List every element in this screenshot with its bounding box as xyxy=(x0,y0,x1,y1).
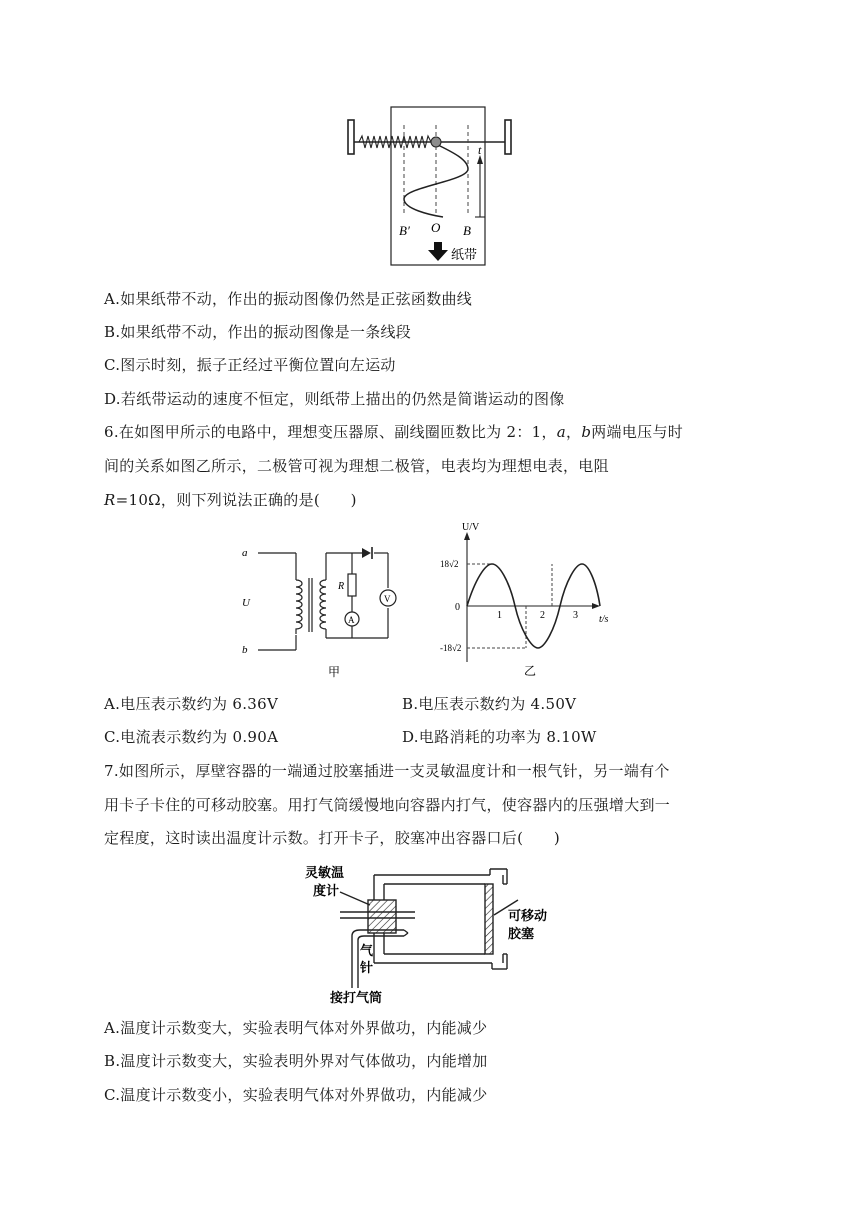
resistor xyxy=(348,574,356,596)
q7-option-c: C.温度计示数变小，实验表明气体对外界做功，内能减少 xyxy=(104,1086,488,1104)
voltage-time-graph xyxy=(440,522,615,682)
container-figure xyxy=(300,860,570,1005)
q7-stem-line-3: 定程度，这时读出温度计示数。打开卡子，胶塞冲出容器口后( ) xyxy=(104,829,561,847)
label-b-prime: B′ xyxy=(399,223,410,238)
q6-resistance-value: =10Ω xyxy=(115,491,161,509)
graph-xtick-3: 3 xyxy=(573,610,578,621)
q6-var-r: R xyxy=(104,491,116,509)
label-thermometer-2: 度计 xyxy=(313,883,340,898)
circuit-label-u: U xyxy=(242,597,250,609)
tape-direction-arrow-icon xyxy=(428,242,448,261)
q5-option-c: C.图示时刻，振子正经过平衡位置向左运动 xyxy=(104,356,396,374)
q7-option-a: A.温度计示数变大，实验表明气体对外界做功，内能减少 xyxy=(104,1019,488,1037)
label-pump: 接打气筒 xyxy=(330,990,383,1005)
q6-option-a: A.电压表示数约为 6.36V xyxy=(104,695,279,713)
q6-var-a: a xyxy=(556,423,567,441)
spring-oscillator-figure xyxy=(345,105,520,270)
q7-stem-line-2: 用卡子卡住的可移动胶塞。用打气筒缓慢地向容器内打气，使容器内的压强增大到一 xyxy=(104,796,671,814)
graph-y-min-label: -18√2 xyxy=(440,643,462,653)
voltmeter-label: V xyxy=(384,594,391,604)
label-plug-2: 胶塞 xyxy=(508,926,535,941)
q6-option-d: D.电路消耗的功率为 8.10W xyxy=(402,728,597,746)
graph-origin-label: 0 xyxy=(455,602,460,613)
secondary-coil xyxy=(320,580,326,629)
label-thermometer-1: 灵敏温 xyxy=(305,865,345,880)
paper-tape xyxy=(391,107,485,265)
q6-stem-line-1-tail: 两端电压与时 xyxy=(591,423,684,441)
graph-xtick-2: 2 xyxy=(540,610,545,621)
label-t: t xyxy=(478,143,482,157)
q5-option-b: B.如果纸带不动，作出的振动图像是一条线段 xyxy=(104,323,412,341)
oscillator-ball xyxy=(431,137,441,147)
circuit-diagram xyxy=(238,540,408,685)
left-wall xyxy=(348,120,354,154)
graph-y-label: U/V xyxy=(462,522,480,533)
q6-stem-line-3 xyxy=(104,490,357,510)
movable-plug xyxy=(485,884,493,954)
label-plug-1: 可移动 xyxy=(508,908,548,923)
circuit-caption: 甲 xyxy=(328,665,341,679)
graph-xtick-1: 1 xyxy=(497,610,502,621)
graph-x-label: t/s xyxy=(599,614,609,625)
ammeter-label: A xyxy=(348,615,355,625)
q6-option-b: B.电压表示数约为 4.50V xyxy=(402,695,577,713)
circuit-label-a: a xyxy=(242,547,248,559)
primary-coil xyxy=(296,580,302,634)
graph-caption: 乙 xyxy=(524,664,537,678)
q5-option-a: A.如果纸带不动，作出的振动图像仍然是正弦函数曲线 xyxy=(104,290,473,308)
diode-icon xyxy=(362,548,371,558)
q6-stem-line-3-tail: ，则下列说法正确的是( ) xyxy=(160,491,357,509)
q6-separator: ， xyxy=(566,423,582,441)
label-needle-2: 针 xyxy=(360,960,374,975)
q6-stem-line-1-head: 6.在如图甲所示的电路中，理想变压器原、副线圈匝数比为 2：1， xyxy=(104,423,557,441)
label-o: O xyxy=(431,220,441,235)
circuit-label-r: R xyxy=(338,581,345,592)
left-stopper xyxy=(368,900,396,933)
q6-option-c: C.电流表示数约为 0.90A xyxy=(104,728,279,746)
q7-stem-line-1: 7.如图所示，厚壁容器的一端通过胶塞插进一支灵敏温度计和一根气针，另一端有个 xyxy=(104,762,670,780)
label-tape: 纸带 xyxy=(451,247,478,262)
label-needle-1: 气 xyxy=(360,943,374,958)
q6-stem-line-1 xyxy=(104,422,683,442)
q5-option-d: D.若纸带运动的速度不恒定，则纸带上描出的仍然是简谐运动的图像 xyxy=(104,390,565,408)
circuit-label-b: b xyxy=(242,644,248,656)
q6-stem-line-2: 间的关系如图乙所示，二极管可视为理想二极管，电表均为理想电表，电阻 xyxy=(104,457,609,475)
right-wall xyxy=(505,120,511,154)
label-b: B xyxy=(463,223,471,238)
q6-var-b: b xyxy=(581,423,592,441)
q7-option-b: B.温度计示数变大，实验表明外界对气体做功，内能增加 xyxy=(104,1052,488,1070)
graph-y-max-label: 18√2 xyxy=(440,559,459,569)
